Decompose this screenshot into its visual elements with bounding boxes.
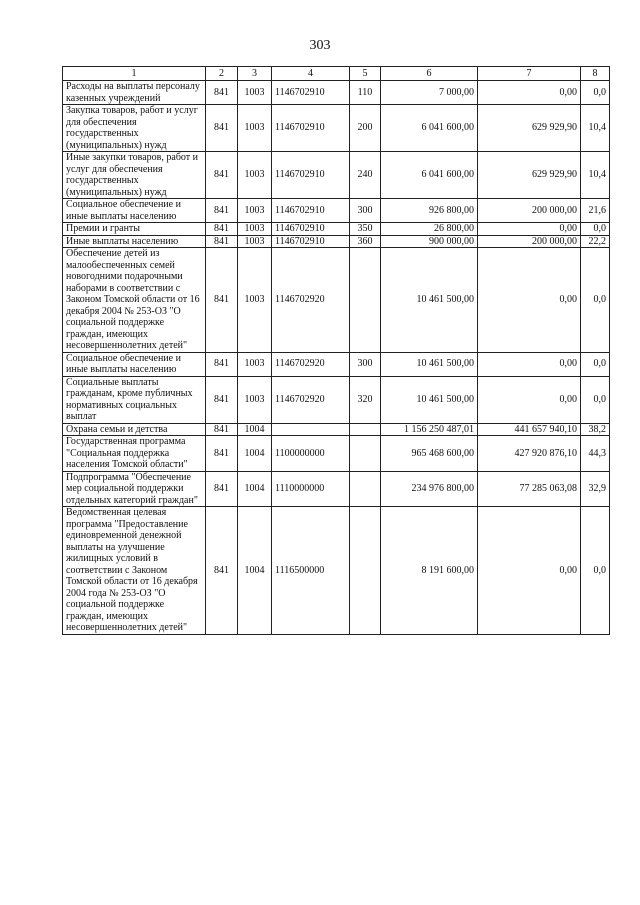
cell-section-code: 1003: [238, 235, 272, 248]
cell-target-code: [272, 423, 350, 436]
cell-planned: 10 461 500,00: [381, 376, 478, 423]
row-name: Охрана семьи и детства: [63, 423, 206, 436]
page-number: 303: [309, 38, 331, 53]
cell-actual: 77 285 063,08: [478, 471, 581, 507]
table-row: [63, 81, 610, 105]
cell-percent: 0,0: [581, 223, 610, 236]
cell-section-code: 1004: [238, 423, 272, 436]
cell-percent: 22,2: [581, 235, 610, 248]
row-name: Социальное обеспечение и иные выплаты населению: [63, 199, 206, 223]
cell-actual: 200 000,00: [478, 235, 581, 248]
table-row: [63, 235, 610, 248]
cell-percent: 0,0: [581, 352, 610, 376]
cell-admin-code: 841: [206, 436, 238, 472]
table-row: [63, 423, 610, 436]
cell-planned: 900 000,00: [381, 235, 478, 248]
cell-target-code: 1110000000: [272, 471, 350, 507]
cell-target-code: 1100000000: [272, 436, 350, 472]
cell-actual: 441 657 940,10: [478, 423, 581, 436]
cell-planned: 26 800,00: [381, 223, 478, 236]
cell-percent: 21,6: [581, 199, 610, 223]
cell-section-code: 1004: [238, 471, 272, 507]
column-header: 1: [63, 67, 206, 81]
table-row: [63, 471, 610, 507]
cell-section-code: 1003: [238, 376, 272, 423]
cell-target-code: 1146702910: [272, 223, 350, 236]
header-row: [63, 67, 610, 81]
row-name: Государственная программа "Социальная поддержка населения Томской области": [63, 436, 206, 472]
cell-target-code: 1146702910: [272, 81, 350, 105]
budget-table: [62, 66, 610, 635]
cell-section-code: 1004: [238, 507, 272, 635]
row-name: Иные закупки товаров, работ и услуг для обеспечения государственных (муниципальных) нужд: [63, 152, 206, 199]
cell-target-code: 1146702920: [272, 352, 350, 376]
cell-target-code: 1146702920: [272, 248, 350, 353]
cell-admin-code: 841: [206, 507, 238, 635]
cell-expense-type: 300: [350, 199, 381, 223]
cell-percent: 0,0: [581, 507, 610, 635]
cell-percent: 38,2: [581, 423, 610, 436]
cell-percent: 10,4: [581, 152, 610, 199]
cell-actual: 0,00: [478, 376, 581, 423]
column-header: 8: [581, 67, 610, 81]
row-name: Обеспечение детей из малообеспеченных семей новогодними подарочными наборами в соответствии с Законом Томской области от 16 декабря 2004 № 253-ОЗ "О социальной поддержке граждан, имеющих несовершеннолетних детей": [63, 248, 206, 353]
cell-expense-type: 350: [350, 223, 381, 236]
cell-actual: 0,00: [478, 248, 581, 353]
cell-percent: 0,0: [581, 248, 610, 353]
cell-section-code: 1003: [238, 352, 272, 376]
cell-planned: 10 461 500,00: [381, 248, 478, 353]
cell-admin-code: 841: [206, 152, 238, 199]
cell-actual: 427 920 876,10: [478, 436, 581, 472]
cell-percent: 44,3: [581, 436, 610, 472]
cell-actual: 629 929,90: [478, 152, 581, 199]
cell-admin-code: 841: [206, 376, 238, 423]
column-header: 4: [272, 67, 350, 81]
cell-planned: 6 041 600,00: [381, 152, 478, 199]
cell-target-code: 1146702910: [272, 235, 350, 248]
cell-section-code: 1003: [238, 248, 272, 353]
cell-percent: 10,4: [581, 105, 610, 152]
cell-section-code: 1003: [238, 105, 272, 152]
cell-planned: 234 976 800,00: [381, 471, 478, 507]
cell-expense-type: 200: [350, 105, 381, 152]
column-header: 7: [478, 67, 581, 81]
cell-expense-type: 240: [350, 152, 381, 199]
cell-planned: 10 461 500,00: [381, 352, 478, 376]
cell-planned: 926 800,00: [381, 199, 478, 223]
cell-admin-code: 841: [206, 81, 238, 105]
row-name: Социальное обеспечение и иные выплаты населению: [63, 352, 206, 376]
row-name: Подпрограмма "Обеспечение мер социальной поддержки отдельных категорий граждан": [63, 471, 206, 507]
cell-expense-type: [350, 471, 381, 507]
cell-expense-type: [350, 507, 381, 635]
table-row: [63, 223, 610, 236]
cell-percent: 0,0: [581, 376, 610, 423]
table-row: [63, 376, 610, 423]
cell-actual: 629 929,90: [478, 105, 581, 152]
cell-planned: 965 468 600,00: [381, 436, 478, 472]
cell-planned: 7 000,00: [381, 81, 478, 105]
cell-actual: 0,00: [478, 507, 581, 635]
cell-target-code: 1146702910: [272, 105, 350, 152]
cell-admin-code: 841: [206, 105, 238, 152]
table-row: [63, 152, 610, 199]
table-row: [63, 199, 610, 223]
row-name: Иные выплаты населению: [63, 235, 206, 248]
cell-section-code: 1003: [238, 81, 272, 105]
cell-expense-type: [350, 423, 381, 436]
row-name: Ведомственная целевая программа "Предоставление единовременной денежной выплаты на улучшение жилищных условий в соответствии с Законом Томской области от 16 декабря 2004 года № 253-ОЗ "О социальной поддержке граждан, имеющих несовершеннолетних детей": [63, 507, 206, 635]
cell-actual: 0,00: [478, 81, 581, 105]
cell-actual: 200 000,00: [478, 199, 581, 223]
cell-actual: 0,00: [478, 223, 581, 236]
column-header: 3: [238, 67, 272, 81]
row-name: Закупка товаров, работ и услуг для обеспечения государственных (муниципальных) нужд: [63, 105, 206, 152]
table-row: [63, 248, 610, 353]
cell-section-code: 1003: [238, 152, 272, 199]
cell-target-code: 1146702910: [272, 152, 350, 199]
cell-planned: 1 156 250 487,01: [381, 423, 478, 436]
row-name: Премии и гранты: [63, 223, 206, 236]
cell-planned: 8 191 600,00: [381, 507, 478, 635]
column-header: 5: [350, 67, 381, 81]
cell-section-code: 1004: [238, 436, 272, 472]
cell-expense-type: 320: [350, 376, 381, 423]
cell-percent: 0,0: [581, 81, 610, 105]
row-name: Социальные выплаты гражданам, кроме публичных нормативных социальных выплат: [63, 376, 206, 423]
cell-expense-type: [350, 248, 381, 353]
cell-admin-code: 841: [206, 199, 238, 223]
cell-planned: 6 041 600,00: [381, 105, 478, 152]
table-row: [63, 436, 610, 472]
table-row: [63, 507, 610, 635]
cell-target-code: 1146702920: [272, 376, 350, 423]
cell-admin-code: 841: [206, 235, 238, 248]
cell-admin-code: 841: [206, 352, 238, 376]
cell-actual: 0,00: [478, 352, 581, 376]
cell-target-code: 1146702910: [272, 199, 350, 223]
table-row: [63, 352, 610, 376]
cell-expense-type: 360: [350, 235, 381, 248]
column-header: 2: [206, 67, 238, 81]
column-header: 6: [381, 67, 478, 81]
cell-admin-code: 841: [206, 471, 238, 507]
cell-section-code: 1003: [238, 199, 272, 223]
cell-expense-type: 300: [350, 352, 381, 376]
table-row: [63, 105, 610, 152]
cell-percent: 32,9: [581, 471, 610, 507]
cell-admin-code: 841: [206, 223, 238, 236]
cell-target-code: 1116500000: [272, 507, 350, 635]
row-name: Расходы на выплаты персоналу казенных учреждений: [63, 81, 206, 105]
cell-admin-code: 841: [206, 248, 238, 353]
cell-admin-code: 841: [206, 423, 238, 436]
cell-expense-type: 110: [350, 81, 381, 105]
cell-section-code: 1003: [238, 223, 272, 236]
cell-expense-type: [350, 436, 381, 472]
